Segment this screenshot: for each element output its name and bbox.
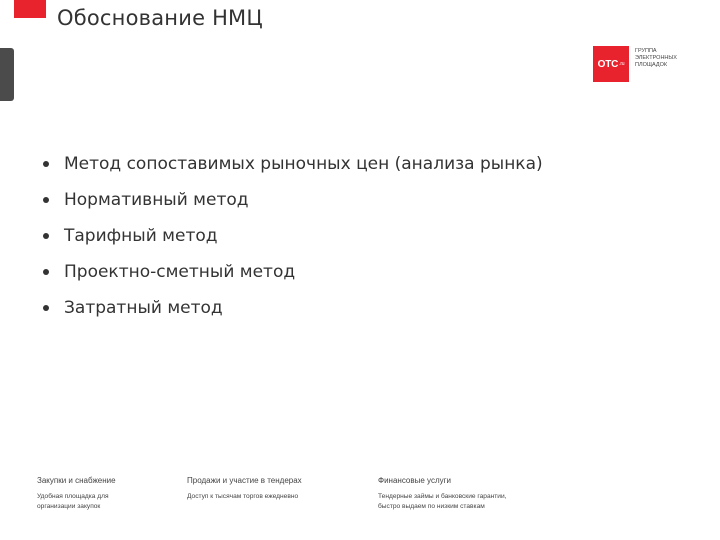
method-list [43, 146, 543, 326]
footer [37, 476, 697, 516]
red-corner-accent [14, 0, 46, 18]
footer-heading: Финансовые услуги [378, 476, 452, 485]
logo-brand-suffix: .ru [619, 61, 625, 67]
list-item-text: Тарифный метод [64, 226, 218, 246]
logo-brand: OTC [597, 58, 619, 70]
footer-column-finance [378, 476, 507, 512]
footer-heading: Продажи и участие в тендерах [187, 476, 302, 485]
list-item-text: Нормативный метод [64, 190, 249, 210]
footer-column-procurement [37, 476, 116, 512]
side-accent-bar [0, 48, 14, 101]
footer-heading: Закупки и снабжение [37, 476, 116, 485]
list-item [43, 290, 543, 326]
logo-caption: ГРУППА ЭЛЕКТРОННЫХ ПЛОЩАДОК [635, 48, 677, 68]
footer-text: Тендерные займы и банковские гарантии, быстро выдаем по низким ставкам [378, 493, 507, 510]
list-item [43, 254, 543, 290]
list-item [43, 218, 543, 254]
list-item [43, 182, 543, 218]
bullet-icon [43, 305, 49, 311]
list-item-text: Метод сопоставимых рыночных цен (анализа рынка) [64, 154, 543, 174]
footer-text: Доступ к тысячам торгов ежедневно [187, 493, 299, 500]
footer-column-sales [187, 476, 302, 502]
footer-text: Удобная площадка для организации закупок [37, 493, 109, 510]
bullet-icon [43, 269, 49, 275]
list-item-text: Затратный метод [64, 298, 223, 318]
bullet-icon [43, 197, 49, 203]
bullet-icon [43, 161, 49, 167]
bullet-icon [43, 233, 49, 239]
list-item [43, 146, 543, 182]
logo-mark [593, 46, 629, 82]
list-item-text: Проектно-сметный метод [64, 262, 296, 282]
slide-title: Обоснование НМЦ [57, 6, 263, 30]
otc-logo [593, 46, 693, 82]
